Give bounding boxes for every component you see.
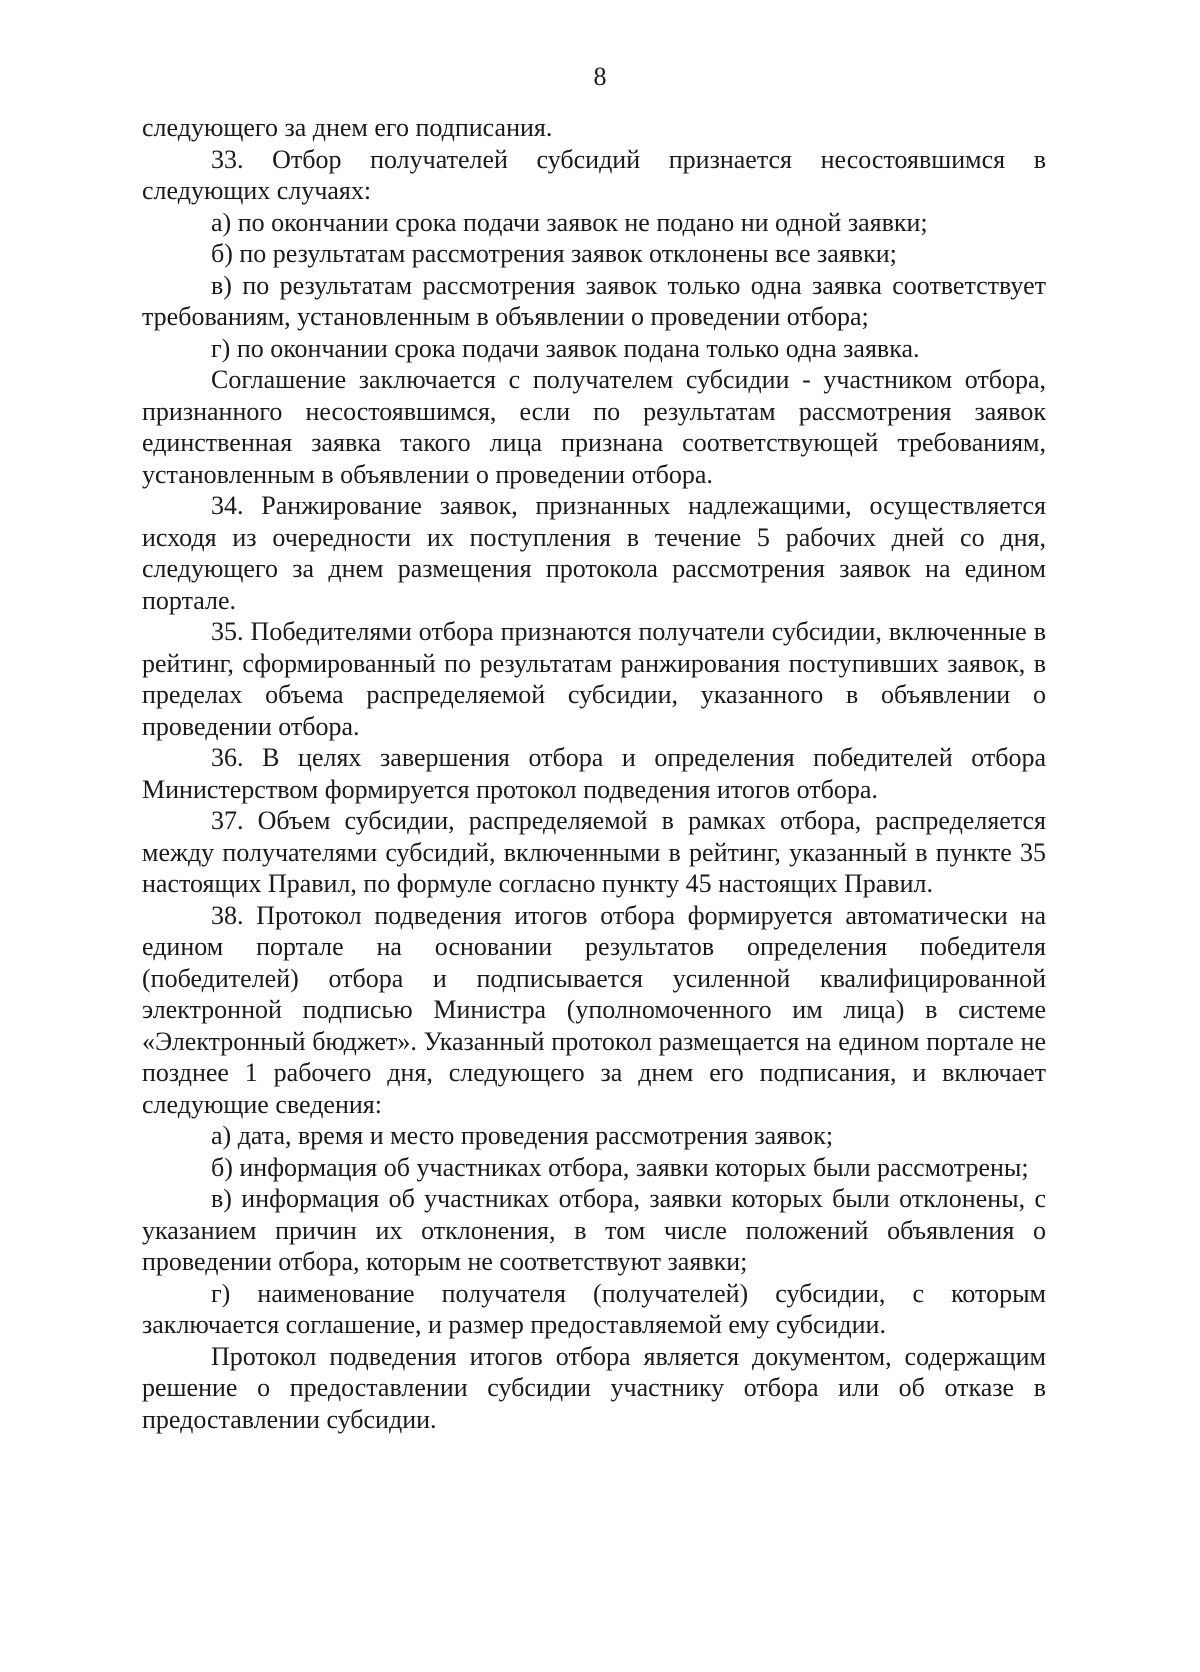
paragraph-clause-38-v: в) информация об участниках отбора, заявки которых были отклонены, с указанием причин их отклонения, в том числе положений объявления о проведении отбора, которым не соответствуют заявки; [142, 1184, 1046, 1276]
paragraph-clause-33-b: б) по результатам рассмотрения заявок отклонены все заявки; [211, 239, 897, 268]
paragraph-agreement: Соглашение заключается с получателем субсидии - участником отбора, признанного несостоявшимся, если по результатам рассмотрения заявок единственная заявка такого лица признана соответствующей требованиям, установленным в объявлении о проведении отбора. [142, 365, 1046, 489]
paragraph-clause-33-g: г) по окончании срока подачи заявок подана только одна заявка. [211, 333, 920, 363]
paragraph-clause-38-a: а) дата, время и место проведения рассмотрения заявок; [211, 1121, 834, 1150]
paragraph-clause-36: 36. В целях завершения отбора и определения победителей отбора Министерством формируется протокол подведения итогов отбора. [142, 743, 1046, 804]
paragraph-clause-33-a: а) по окончании срока подачи заявок не подано ни одной заявки; [211, 207, 928, 237]
paragraph-protocol: Протокол подведения итогов отбора является документом, содержащим решение о предоставлении субсидии участнику отбора или об отказе в предоставлении субсидии. [142, 1341, 1046, 1434]
page-number: 8 [593, 62, 607, 91]
paragraph-clause-34: 34. Ранжирование заявок, признанных надлежащими, осуществляется исходя из очередности их поступления в течение 5 рабочих дней со дня, следующего за днем размещения протокола рассмотрения заявок на едином портале. [142, 491, 1046, 615]
paragraph-clause-37: 37. Объем субсидии, распределяемой в рамках отбора, распределяется между получателями субсидий, включенными в рейтинг, указанный в пункте 35 настоящих Правил, по формуле согласно пункту 45 настоящих Правил. [142, 806, 1046, 898]
paragraph-continuation: следующего за днем его подписания. [142, 113, 553, 142]
paragraph-clause-33: 33. Отбор получателей субсидий признается несостоявшимся в следующих случаях: [142, 144, 1046, 205]
document-body [142, 112, 1046, 1435]
paragraph-clause-38-b: б) информация об участниках отбора, заявки которых были рассмотрены; [211, 1152, 1029, 1182]
paragraph-clause-33-v: в) по результатам рассмотрения заявок только одна заявка соответствует требованиям, установленным в объявлении о проведении отбора; [142, 270, 1046, 331]
paragraph-clause-35: 35. Победителями отбора признаются получатели субсидии, включенные в рейтинг, сформированный по результатам ранжирования поступивших заявок, в пределах объема распределяемой субсидии, указанного в объявлении о проведении отбора. [142, 617, 1046, 741]
paragraph-clause-38: 38. Протокол подведения итогов отбора формируется автоматически на едином портале на основании результатов определения победителя (победителей) отбора и подписывается усиленной квалифицированной электронной подписью Министра (уполномоченного им лица) в системе «Электронный бюджет». Указанный протокол размещается на едином портале не позднее 1 рабочего дня, следующего за днем его подписания, и включает следующие сведения: [142, 900, 1046, 1119]
paragraph-clause-38-g: г) наименование получателя (получателей) субсидии, с которым заключается соглашение, и размер предоставляемой ему субсидии. [142, 1278, 1046, 1339]
